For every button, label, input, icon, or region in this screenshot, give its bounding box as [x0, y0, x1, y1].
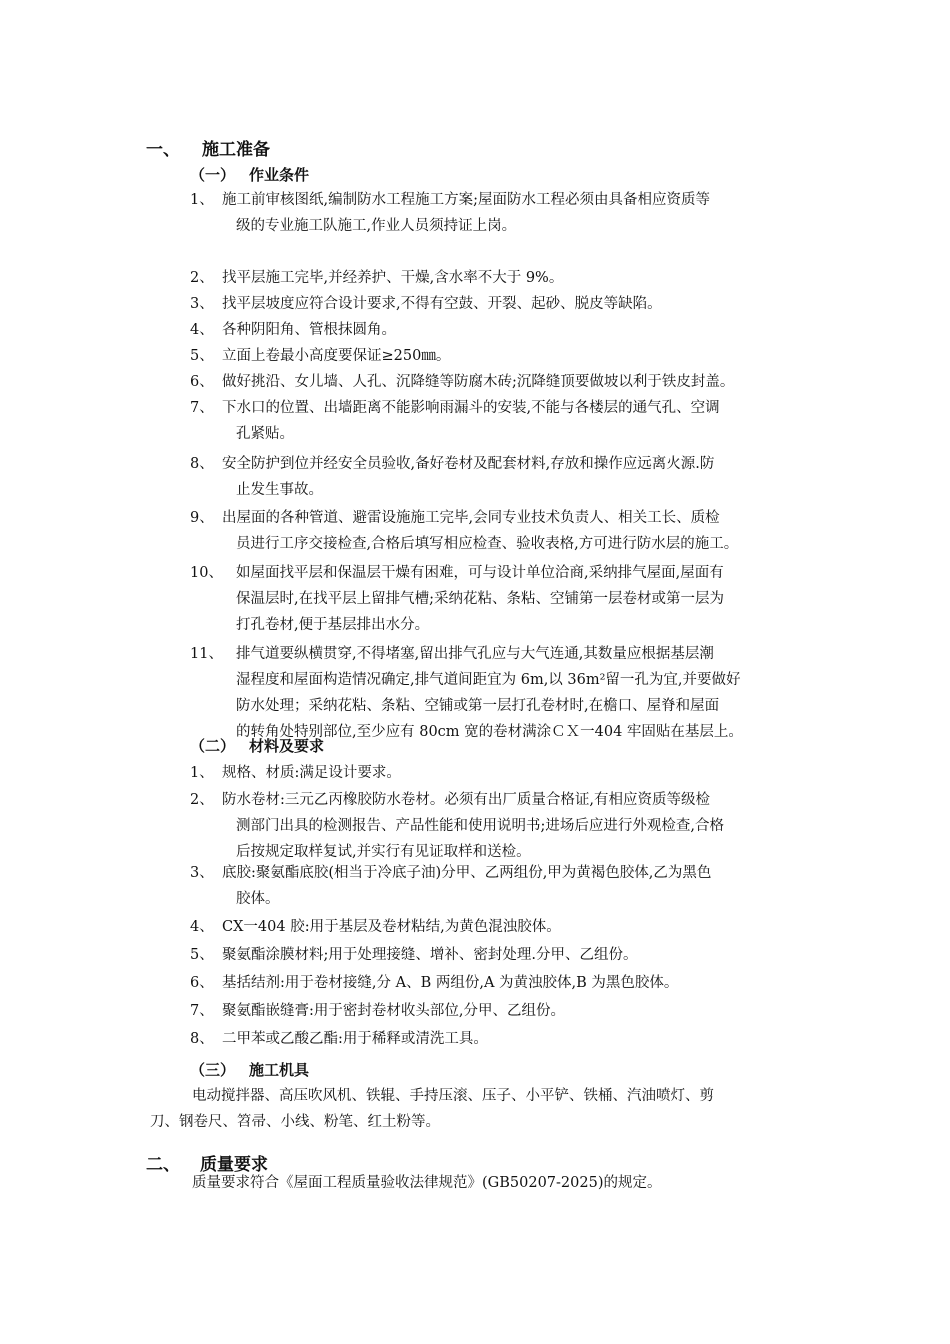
list-item-text-line: 找平层施工完毕,并经养护、干燥,含水率不大于 9%。 — [222, 270, 564, 286]
list-item-text-line: 基括结剂:用于卷材接缝,分 A、B 两组份,A 为黄浊胶体,B 为黑色胶体。 — [222, 975, 679, 991]
list-item — [190, 505, 818, 557]
list-item-text-line: 找平层坡度应符合设计要求,不得有空鼓、开裂、起砂、脱皮等缺陷。 — [222, 296, 662, 312]
list-item-text-line: 湿程度和屋面构造情况确定,排气道间距宜为 6m,以 36m²留一孔为宜,并要做好 — [236, 672, 741, 688]
list-item-text-line: 立面上卷最小高度要保证≥250㎜。 — [222, 348, 451, 364]
list-item — [190, 343, 818, 369]
list-item-text-line: 测部门出具的检测报告、产品性能和使用说明书;进场后应进行外观检查,合格 — [236, 818, 724, 834]
list-item — [190, 291, 818, 317]
list-item-text-line: 下水口的位置、出墙距离不能影响雨漏斗的安装,不能与各楼层的通气孔、空调 — [222, 400, 720, 416]
list-item-text-line: 员进行工序交接检查,合格后填写相应检查、验收表格,方可进行防水层的施工。 — [236, 536, 739, 552]
list-item-number: 11、 — [190, 646, 223, 662]
list-item-number: 4、 — [190, 322, 214, 338]
list-item-text-line: 出屋面的各种管道、避雷设施施工完毕,会同专业技术负责人、相关工长、质检 — [222, 510, 720, 526]
list-item-number: 6、 — [190, 975, 214, 991]
subsection-number: （一） — [190, 166, 236, 184]
list-item-text-line: 止发生事故。 — [236, 482, 323, 498]
subsection-heading — [190, 1059, 309, 1080]
list-item-text-line: 各种阴阳角、管根抹圆角。 — [222, 322, 396, 338]
list-item — [190, 998, 818, 1024]
list-item-number: 5、 — [190, 947, 214, 963]
list-item-text-line: 安全防护到位并经安全员验收,备好卷材及配套材料,存放和操作应远离火源.防 — [222, 456, 715, 472]
list-item — [190, 641, 818, 745]
subsection-number: （三） — [190, 1061, 236, 1079]
section-heading — [146, 135, 346, 160]
list-item-text-line: 后按规定取样复试,并实行有见证取样和送检。 — [236, 844, 531, 860]
list-item-number: 5、 — [190, 348, 214, 364]
list-item — [190, 187, 818, 239]
list-item-number: 1、 — [190, 765, 214, 781]
list-item-text-line: 做好挑沿、女儿墙、人孔、沉降缝等防腐木砖;沉降缝顶要做坡以利于铁皮封盖。 — [222, 374, 735, 390]
list-item — [190, 970, 818, 996]
list-item — [190, 1026, 818, 1052]
section-number: 二、 — [146, 1155, 180, 1175]
subsection-number: （二） — [190, 737, 236, 755]
list-item-text-line: CX一404 胶:用于基层及卷材粘结,为黄色混浊胶体。 — [222, 919, 561, 935]
subsection-heading — [190, 164, 309, 185]
list-item-text-line: 聚氨酯嵌缝膏:用于密封卷材收头部位,分甲、乙组份。 — [222, 1003, 565, 1019]
list-item-text-line: 如屋面找平层和保温层干燥有困难，可与设计单位洽商,采纳排气屋面,屋面有 — [236, 565, 724, 581]
subsection-heading — [190, 735, 324, 756]
subsection-title: 材料及要求 — [249, 737, 325, 755]
list-item-number: 7、 — [190, 400, 214, 416]
list-item-number: 1、 — [190, 192, 214, 208]
list-item-text-line: 规格、材质:满足设计要求。 — [222, 765, 401, 781]
paragraph — [150, 1083, 820, 1135]
list-item-number: 10、 — [190, 565, 223, 581]
list-item-number: 7、 — [190, 1003, 214, 1019]
list-item-text-line: 底胶:聚氨酯底胶(相当于冷底子油)分甲、乙两组份,甲为黄褐色胶体,乙为黑色 — [222, 865, 712, 881]
list-item — [190, 914, 818, 940]
list-item-text-line: 胶体。 — [236, 891, 280, 907]
list-item — [190, 395, 818, 447]
section-title: 质量要求 — [200, 1155, 268, 1175]
list-item-text-line: 排气道要纵横贯穿,不得堵塞,留出排气孔应与大气连通,其数量应根据基层潮 — [236, 646, 714, 662]
list-item — [190, 451, 818, 503]
section-number: 一、 — [146, 140, 180, 160]
subsection-title: 施工机具 — [249, 1061, 310, 1079]
list-item-text-line: 施工前审核图纸,编制防水工程施工方案;屋面防水工程必须由具备相应资质等 — [222, 192, 710, 208]
list-item — [190, 369, 818, 395]
list-item — [190, 265, 818, 291]
list-item — [190, 760, 818, 786]
list-item-number: 3、 — [190, 865, 214, 881]
list-item-text-line: 防水卷材:三元乙丙橡胶防水卷材。必须有出厂质量合格证,有相应资质等级检 — [222, 792, 710, 808]
list-item-number: 2、 — [190, 270, 214, 286]
list-item-text-line: 孔紧贴。 — [236, 426, 294, 442]
list-item-text-line: 的转角处特别部位,至少应有 80cm 宽的卷材满涂ＣＸ一404 牢固贴在基层上。 — [236, 724, 743, 740]
section-title: 施工准备 — [202, 140, 270, 160]
list-item-text-line: 防水处理；采纳花粘、条粘、空铺或第一层打孔卷材时,在檐口、屋脊和屋面 — [236, 698, 720, 714]
list-item-number: 3、 — [190, 296, 214, 312]
list-item — [190, 942, 818, 968]
list-item-number: 9、 — [190, 510, 214, 526]
paragraph-line: 电动搅拌器、高压吹风机、铁辊、手持压滚、压子、小平铲、铁桶、汽油喷灯、剪 — [192, 1088, 714, 1104]
paragraph-line: 刀、钢卷尺、笤帚、小线、粉笔、红土粉等。 — [150, 1114, 440, 1130]
list-item-number: 2、 — [190, 792, 214, 808]
list-item — [190, 317, 818, 343]
list-item-number: 6、 — [190, 374, 214, 390]
list-item — [190, 787, 818, 865]
list-item-text-line: 聚氨酯涂膜材料;用于处理接缝、增补、密封处理.分甲、乙组份。 — [222, 947, 638, 963]
section-heading — [146, 1150, 346, 1175]
subsection-title: 作业条件 — [249, 166, 310, 184]
list-item-number: 8、 — [190, 1031, 214, 1047]
list-item-text-line: 保温层时,在找平层上留排气槽;采纳花粘、条粘、空铺第一层卷材或第一层为 — [236, 591, 724, 607]
list-item — [190, 860, 818, 912]
list-item-text-line: 级的专业施工队施工,作业人员须持证上岗。 — [236, 218, 517, 234]
list-item-text-line: 二甲苯或乙酸乙酯:用于稀释或清洗工具。 — [222, 1031, 488, 1047]
list-item-number: 8、 — [190, 456, 214, 472]
paragraph — [192, 1170, 812, 1196]
list-item — [190, 560, 818, 638]
paragraph-line: 质量要求符合《屋面工程质量验收法律规范》(GB50207-2025)的规定。 — [192, 1175, 662, 1191]
list-item-number: 4、 — [190, 919, 214, 935]
list-item-text-line: 打孔卷材,便于基层排出水分。 — [236, 617, 430, 633]
